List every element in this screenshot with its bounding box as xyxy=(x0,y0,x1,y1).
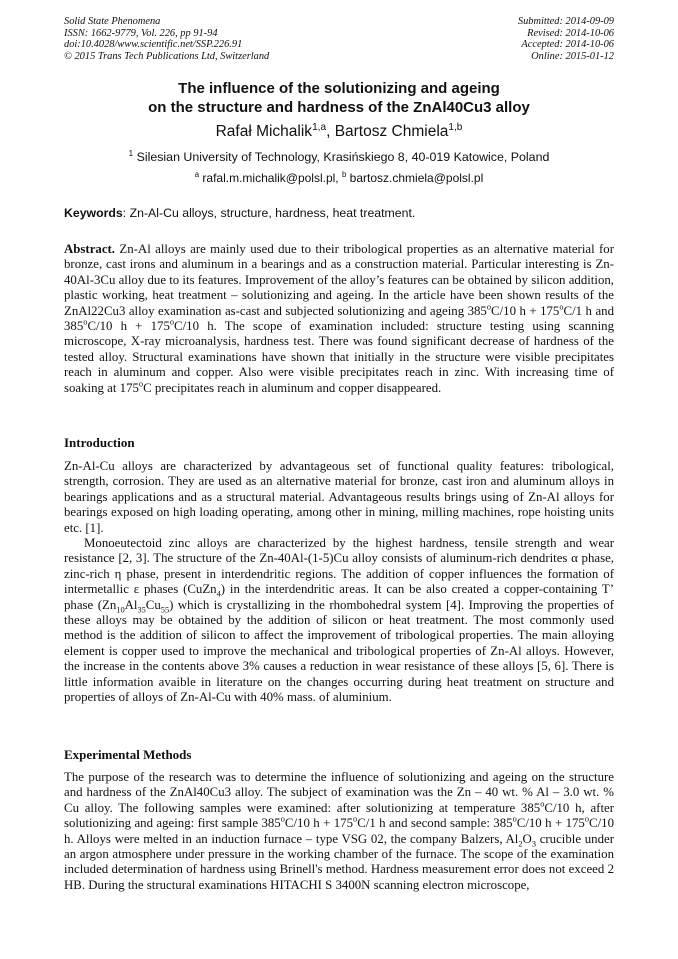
paragraph-text: C/1 h and second sample: 385 xyxy=(357,816,513,831)
paragraph-text: Al xyxy=(124,597,138,612)
author-separator: , xyxy=(326,123,335,140)
keywords xyxy=(64,206,614,221)
author-emails xyxy=(64,170,614,186)
degree-mark: o xyxy=(353,814,358,824)
title-line-2: on the structure and hardness of the ZnAl40Cu3 alloy xyxy=(148,99,530,116)
paragraph-text: C/10 h + 175 xyxy=(516,816,585,831)
submitted-date: Submitted: 2014-09-09 xyxy=(517,16,614,27)
degree-mark: o xyxy=(540,799,545,809)
degree-mark: o xyxy=(83,317,88,327)
author-name: Rafał Michalik xyxy=(215,123,313,140)
abstract xyxy=(64,242,614,396)
subscript: 3 xyxy=(531,839,536,849)
paragraph xyxy=(64,536,614,705)
methods-heading: Experimental Methods xyxy=(64,747,192,762)
paragraph-text: C/10 h + 175 xyxy=(284,816,354,831)
paragraph-text: ) in the interdendritic areas. It can be also created a copper-containing T’ phase (Zn xyxy=(64,582,614,612)
abstract-text: C/10 h. The scope of examination included: structure testing using scanning microscope, X-ray microanalysis, hardness test. There was found significant decrease of hardness of the tested alloy. Structural examinations have shown that initially in the structure were visible precipitates reach in aluminum and copper. Also were visible precipitates reach in zinc. With increasing time of soaking at 175 xyxy=(64,319,614,395)
introduction-body xyxy=(64,459,614,706)
affiliation-text: Silesian University of Technology, Krasińskiego 8, 40-019 Katowice, Poland xyxy=(136,150,550,164)
issn-line: ISSN: 1662-9779, Vol. 226, pp 91-94 xyxy=(64,27,218,39)
abstract-text: C/10 h + 175 xyxy=(491,303,560,318)
copyright-line: © 2015 Trans Tech Publications Ltd, Switzerland xyxy=(64,50,270,62)
affiliation xyxy=(64,149,614,165)
degree-mark: o xyxy=(559,302,564,312)
degree-mark: o xyxy=(138,379,144,389)
keywords-label: Keywords xyxy=(64,206,123,220)
keywords-text: : Zn-Al-Cu alloys, structure, hardness, heat treatment. xyxy=(122,206,416,220)
publication-dates xyxy=(518,16,614,62)
author-list xyxy=(64,122,614,142)
paragraph-text: crucible under an argon atmosphere under pressure in the working chamber of the furnace. The scope of the examination included determination of hardness using Brinell's method. Hardness measurement error does not exceed 2 HB. During the structural examinations HITACHI S 3400N scanning electron microscope, xyxy=(64,831,614,892)
paper-title xyxy=(64,79,614,117)
paragraph-text: Cu xyxy=(145,597,161,612)
journal-name: Solid State Phenomena xyxy=(64,16,161,27)
paragraph-text: O xyxy=(522,831,532,846)
abstract-text: C/1 h and 385 xyxy=(64,303,614,334)
paragraph-text: C/10 h, after solutionizing and ageing: first sample 385 xyxy=(64,800,614,831)
introduction-heading: Introduction xyxy=(64,435,135,450)
affiliation-mark: 1 xyxy=(128,148,134,158)
abstract-text: C precipitates reach in aluminum and copper disappeared. xyxy=(143,380,442,395)
email-link[interactable]: rafal.m.michalik@polsl.pl, xyxy=(202,171,339,185)
paragraph-text: ) which is crystallizing in the rhombohedral system [4]. Improving the properties of these alloys may be obtained by the addition of silicon or heat treatment. The most commonly used method is the addition of silicon to affect the improvement of tribological properties. The main alloying element is copper used to improve the mechanical and tribological properties of Zn-Al alloys. However, the increase in the contents above 3% causes a reduction in wear resistance of these alloys [5, 6]. There is little information avaible in literature on the changes occurring during heat treatment on structure and properties of alloys of Zn-Al-Cu with 40% mass. of aluminium. xyxy=(64,597,615,705)
degree-mark: o xyxy=(512,814,517,824)
subscript: 2 xyxy=(518,839,523,849)
revised-date: Revised: 2014-10-06 xyxy=(527,27,614,39)
degree-mark: o xyxy=(280,814,285,824)
author-affiliation-mark: 1,a xyxy=(312,121,327,133)
degree-mark: o xyxy=(584,814,590,824)
degree-mark: o xyxy=(486,302,492,312)
online-date: Online: 2015-01-12 xyxy=(531,50,614,62)
paragraph-text: The purpose of the research was to determine the influence of solutionizing and ageing on the structure and hardness of the ZnAl40Cu3 alloy. The subject of examination was the Zn – 40 wt. % Al – 3.0 wt. % Cu alloy. The following samples were examined: after solutionizing at temperature 385 xyxy=(64,770,614,815)
accepted-date: Accepted: 2014-10-06 xyxy=(521,39,614,51)
paragraph-text: C/10 h. Alloys were melted in an induction furnace – type VSG 02, the company Balzers, Al xyxy=(64,816,615,846)
paragraph: Zn-Al-Cu alloys are characterized by advantageous set of functional quality features: tribological, strength, corrosion. They are used as an alternative material for bronze, cast iron and aluminum alloys in bearings applications and as a structural material. Advantageous results brings using of Zn-Al alloys for bearings exposed on high loading operating, among other in mining, milling machines, rope hoisting units etc. [1]. xyxy=(64,459,614,535)
email-link[interactable]: bartosz.chmiela@polsl.pl xyxy=(349,171,484,185)
subscript: 10 xyxy=(116,605,125,615)
email-mark: b xyxy=(341,170,347,179)
degree-mark: o xyxy=(169,317,175,327)
subscript: 4 xyxy=(216,589,221,599)
subscript: 35 xyxy=(137,605,146,615)
email-mark: a xyxy=(194,170,200,179)
author-affiliation-mark: 1,b xyxy=(448,121,463,133)
title-line-1: The influence of the solutionizing and ageing xyxy=(178,80,500,97)
abstract-text: C/10 h + 175 xyxy=(87,319,170,334)
subscript: 55 xyxy=(160,605,170,615)
paragraph-text: Monoeutectoid zinc alloys are characterized by the highest hardness, tensile strength and wear resistance [2, 3]. The structure of the Zn-40Al-(1-5)Cu alloy consists of aluminum-rich dendrites α phase, zinc-rich η phase, present in interdendritic regions. The addition of copper influences the formation of intermetallic ε phases (CuZn xyxy=(64,536,614,597)
abstract-label: Abstract. xyxy=(64,242,116,256)
methods-body xyxy=(64,770,614,893)
abstract-text: Zn-Al alloys are mainly used due to their tribological properties as an alternative material for bronze, cast irons and aluminum in a bearings and as a construction material. Particular interesting is Zn-40Al-3Cu alloy due to its features. Improvement of the alloy’s features can be obtained by silicon addition, plastic working, heat treatment – solutionizing and ageing. In the article have been shown results of the ZnAl22Cu3 alloy examination as-cast and subjected solutionizing and ageing 385 xyxy=(64,242,614,318)
author-name: Bartosz Chmiela xyxy=(334,123,449,140)
doi-line: doi:10.4028/www.scientific.net/SSP.226.91 xyxy=(64,39,243,51)
journal-info xyxy=(64,16,269,62)
